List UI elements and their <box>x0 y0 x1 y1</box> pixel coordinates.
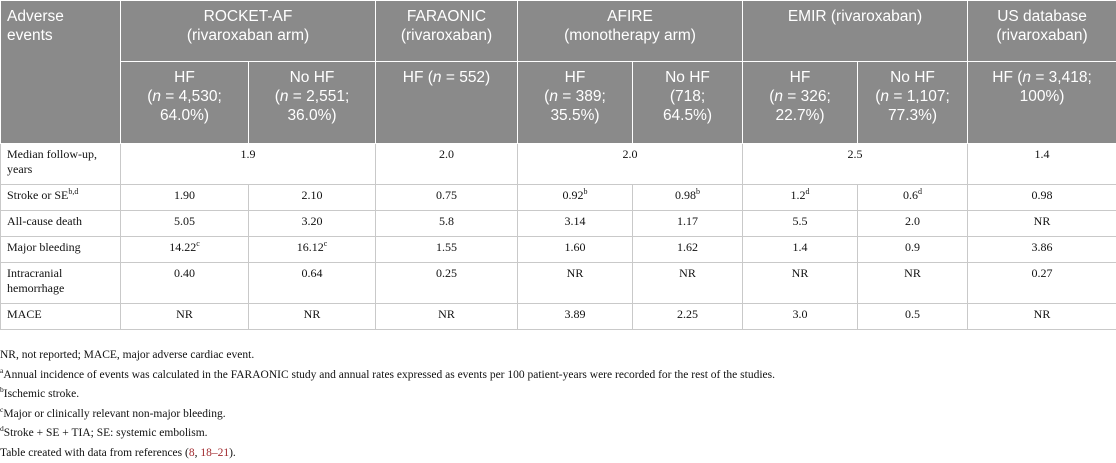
table-cell: NR <box>968 304 1116 330</box>
table-cell: 2.0 <box>518 144 743 185</box>
subgroup-header: HF (n = 3,418; 100%) <box>968 62 1116 144</box>
table-cell: NR <box>858 263 968 304</box>
table-cell: 2.10 <box>249 185 376 211</box>
table-row <box>1 144 1116 185</box>
table-row <box>1 304 1116 330</box>
table-cell: 1.9 <box>121 144 376 185</box>
table-row <box>1 237 1116 263</box>
footnote-b: $^b$Ischemic stroke. <box>0 385 80 400</box>
table-cell: 5.5 <box>743 211 858 237</box>
footnote-d: $^d$Stroke + SE + TIA; SE: systemic embolism. <box>0 424 208 439</box>
subgroup-header: No HF (n = 1,107; 77.3%) <box>858 62 968 144</box>
table-cell: 3.0 <box>743 304 858 330</box>
table-cell: 3.86 <box>968 237 1116 263</box>
table-cell: 14.22$^c$ <box>121 237 249 263</box>
study-header-rocket-af: ROCKET-AF (rivaroxaban arm) <box>121 1 376 62</box>
table-cell: 0.6$^d$ <box>858 185 968 211</box>
table-row <box>1 185 1116 211</box>
row-label: Intracranial hemorrhage <box>1 263 121 304</box>
table-cell: 0.92$^b$ <box>518 185 633 211</box>
table-cell: 3.89 <box>518 304 633 330</box>
table-cell: 0.25 <box>376 263 518 304</box>
table-cell: NR <box>376 304 518 330</box>
subgroup-header: HF (n = 552) <box>376 62 518 144</box>
table-row <box>1 211 1116 237</box>
table-cell: 0.40 <box>121 263 249 304</box>
table-cell: 0.98 <box>968 185 1116 211</box>
row-label: Median follow-up, years <box>1 144 121 185</box>
subgroup-header: HF (n = 4,530; 64.0%) <box>121 62 249 144</box>
reference-link[interactable]: 8 <box>188 446 195 459</box>
table-cell: 2.5 <box>743 144 968 185</box>
table-cell: NR <box>743 263 858 304</box>
table-cell: 1.55 <box>376 237 518 263</box>
row-label: Major bleeding <box>1 237 121 263</box>
table-cell: 3.14 <box>518 211 633 237</box>
table-cell: 1.2$^d$ <box>743 185 858 211</box>
row-label: Stroke or SE$^{b,d}$ <box>1 185 121 211</box>
row-label: MACE <box>1 304 121 330</box>
corner-header: Adverse events <box>1 1 121 144</box>
subgroup-header: HF (n = 326; 22.7%) <box>743 62 858 144</box>
table-cell: NR <box>518 263 633 304</box>
table-cell: 0.98$^b$ <box>633 185 743 211</box>
table-cell: 1.4 <box>968 144 1116 185</box>
reference-link[interactable]: 18–21 <box>200 446 230 459</box>
table-cell: NR <box>121 304 249 330</box>
table-cell: 1.62 <box>633 237 743 263</box>
source-note: Table created with data from references (8, 18–21). <box>0 446 236 459</box>
footnote-c: $^c$Major or clinically relevant non-major bleeding. <box>0 404 226 420</box>
table-cell: NR <box>633 263 743 304</box>
study-header-faraonic: FARAONIC (rivaroxaban) <box>376 1 518 62</box>
row-label: All-cause death <box>1 211 121 237</box>
table-cell: 2.0 <box>858 211 968 237</box>
table-cell: 3.20 <box>249 211 376 237</box>
subgroup-header: HF (n = 389; 35.5%) <box>518 62 633 144</box>
table-cell: 2.0 <box>376 144 518 185</box>
subgroup-header: No HF (718; 64.5%) <box>633 62 743 144</box>
table-row <box>1 263 1116 304</box>
table-cell: 1.60 <box>518 237 633 263</box>
table-cell: 0.27 <box>968 263 1116 304</box>
abbreviation-note: NR, not reported; MACE, major adverse cardiac event. <box>0 349 255 361</box>
table-cell: 1.90 <box>121 185 249 211</box>
table-cell: 5.05 <box>121 211 249 237</box>
table-cell: 2.25 <box>633 304 743 330</box>
study-header-emir: EMIR (rivaroxaban) <box>743 1 968 62</box>
table-cell: 5.8 <box>376 211 518 237</box>
subgroup-header: No HF (n = 2,551; 36.0%) <box>249 62 376 144</box>
table-cell: 0.64 <box>249 263 376 304</box>
table-cell: 0.9 <box>858 237 968 263</box>
table-cell: NR <box>249 304 376 330</box>
table-cell: 1.4 <box>743 237 858 263</box>
table-cell: 0.5 <box>858 304 968 330</box>
study-header-us-database: US database (rivaroxaban) <box>968 1 1116 62</box>
footnote-a: $^a$Annual incidence of events was calculated in the FARAONIC study and annual rates expressed as events per 100 patient-years were recorded for the rest of the studies. <box>0 365 775 381</box>
table-cell: 16.12$^c$ <box>249 237 376 263</box>
study-header-afire: AFIRE (monotherapy arm) <box>518 1 743 62</box>
table-footnotes <box>0 346 1110 463</box>
table-cell: 1.17 <box>633 211 743 237</box>
table-cell: NR <box>968 211 1116 237</box>
table-cell: 0.75 <box>376 185 518 211</box>
